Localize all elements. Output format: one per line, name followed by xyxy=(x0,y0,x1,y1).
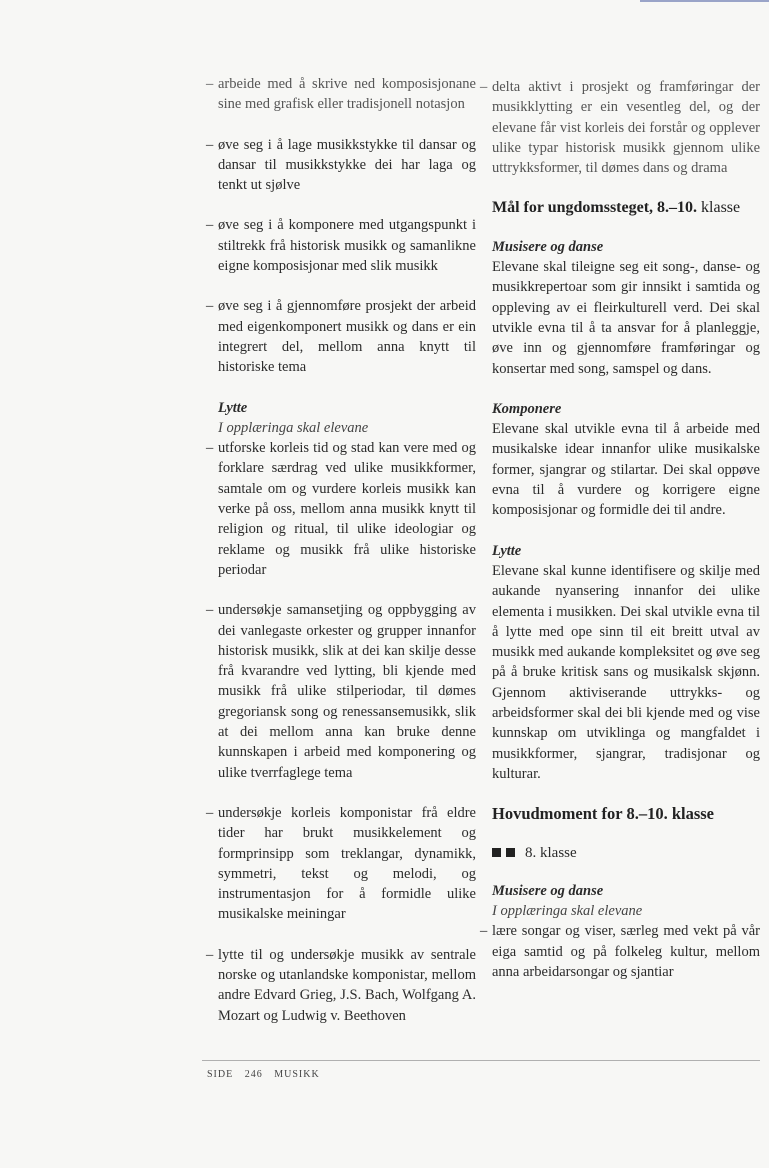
left-column xyxy=(202,74,476,1046)
list-item: – undersøkje korleis komponistar frå eldre tider har brukt musikkelement og formprinsipp som treklangar, dynamikk, symmetri, tekst og melodi, og instrumentasjon for å formidle ulike musikalske meiningar xyxy=(206,804,476,923)
hovudmoment-heading: Hovudmoment for 8.–10. klasse xyxy=(492,804,714,824)
list-item: – delta aktivt i prosjekt og framføringar der musikklytting er ein vesentleg del, og der elevane får vist korleis dei forstår og opplever ulike typar historisk musikk gjennom ulike uttrykksformer, til dømes dans og drama xyxy=(480,79,760,177)
lytte-text: Elevane skal kunne identifisere og skilje med aukande nyansering innanfor dei ulike elementa i musikken. Dei skal utvikle evna til å lytte med ope sinn til eit breitt utval av musikk med aukande kompleksitet og øve seg på å bruke kritisk sans og musikalsk skjønn. Gjennom aktiviserande uttrykks- og arbeidsformer skal dei bli kjende med og vise kunnskap om utviklinga og mangfaldet i musikkformer, sjangrar, tradisjonar og kulturar. xyxy=(492,562,760,782)
musisere2-heading: Musisere og danse xyxy=(492,882,604,899)
page-footer xyxy=(207,1069,328,1080)
section-heading-mal xyxy=(492,198,760,218)
list-item: – lytte til og undersøkje musikk av sentrale norske og utanlandske komponistar, mellom andre Edvard Grieg, J.S. Bach, Wolfgang A. Mozart og Ludwig v. Beethoven xyxy=(206,946,476,1024)
grade-marker xyxy=(492,843,760,863)
footer-side-label: SIDE xyxy=(207,1069,234,1080)
lytte-heading: Lytte xyxy=(218,399,248,416)
list-item: – øve seg i å komponere med utgangspunkt i stiltrekk frå historisk musikk og samanlikne eigne komposisjonar med slik musikk xyxy=(206,217,476,275)
list-item: – undersøkje samansetjing og oppbygging av dei vanlegaste orkester og grupper innanfor historisk musikk, slik at dei kan skilje desse frå kvarandre ved lytting, bli kjende med musikk frå ulike stilperiodar, til dømes gregoriansk song og renessansemusikk, slik at dei mellom anna kan bruke denne kunnskapen i arbeid med komponering og ulike tverrfaglege tema xyxy=(206,602,476,781)
section-heading-text: Mål for ungdomssteget, 8.–10. xyxy=(492,199,698,217)
komponere-heading: Komponere xyxy=(492,400,562,417)
list-item-text: lytte til og undersøkje musikk av sentrale norske og utanlandske komponistar, mellom andre Edvard Grieg, J.S. Bach, Wolfgang A. Mozart og Ludwig v. Beethoven xyxy=(218,946,476,1024)
list-item-text: øve seg i å lage musikkstykke til dansar og dansar til musikkstykke dei har laga og tenkt ut sjølve xyxy=(218,136,476,194)
square-bullet-icon xyxy=(506,848,515,857)
list-item: – øve seg i å gjennomføre prosjekt der arbeid med eigenkomponert musikk og dans er ein integrert del, mellom anna knytt til historiske tema xyxy=(206,298,476,376)
square-bullet-icon xyxy=(492,848,501,857)
list-item-text: øve seg i å gjennomføre prosjekt der arbeid med eigenkomponert musikk og dans er ein integrert del, mellom anna knytt til historiske tema xyxy=(218,298,476,376)
lytte-heading-right: Lytte xyxy=(492,542,522,559)
list-item: – lære songar og viser, særleg med vekt på vår eiga samtid og på folkeleg kultur, mellom anna arbeidarsongar og sjantiar xyxy=(480,923,760,980)
top-edge-line xyxy=(640,0,769,2)
list-item-text: lære songar og viser, særleg med vekt på vår eiga samtid og på folkeleg kultur, mellom anna arbeidarsongar og sjantiar xyxy=(492,923,760,980)
section-heading-suffix: klasse xyxy=(701,199,741,217)
komponere-text: Elevane skal utvikle evna til å arbeide med musikalske idear innanfor ulike musikalske former, sjangrar og stilartar. Dei skal oppøve evna til å vurdere og korrigere eigne komposisjonar og formidle dei til andre. xyxy=(492,421,760,519)
list-item: – utforske korleis tid og stad kan vere med og forklare særdrag ved ulike musikkformer, samtale om og vurdere korleis musikk kan verke på oss, mellom anna musikk knytt til religion og ritual, til ulike ideologiar og reklame og musikk frå ulike historiske periodar xyxy=(206,440,476,578)
list-item-text: utforske korleis tid og stad kan vere med og forklare særdrag ved ulike musikkformer, samtale om og vurdere korleis musikk kan verke på oss, mellom anna musikk knytt til religion og ritual, til ulike ideologiar og reklame og musikk frå ulike historiske periodar xyxy=(218,440,476,578)
lytte-intro: I opplæringa skal elevane xyxy=(218,419,369,436)
list-item: – øve seg i å lage musikkstykke til dansar og dansar til musikkstykke dei har laga og tenkt ut sjølve xyxy=(206,136,476,194)
footer-subject: MUSIKK xyxy=(274,1069,320,1080)
footer-page-number: 246 xyxy=(244,1069,263,1080)
list-item-text: undersøkje korleis komponistar frå eldre tider har brukt musikkelement og formprinsipp som treklangar, dynamikk, symmetri, tekst og melodi, og instrumentasjon for å formidle ulike musikalske meiningar xyxy=(218,804,476,923)
list-item-text: arbeide med å skrive ned komposisjonane sine med grafisk eller tradisjonell notasjon xyxy=(218,76,476,113)
footer-divider xyxy=(202,1060,760,1061)
list-item: – arbeide med å skrive ned komposisjonane sine med grafisk eller tradisjonell notasjon xyxy=(206,76,476,113)
musisere2-intro: I opplæringa skal elevane xyxy=(492,903,643,920)
list-item-text: delta aktivt i prosjekt og framføringar der musikklytting er ein vesentleg del, og der elevane får vist korleis dei forstår og opplever ulike typar historisk musikk gjennom ulike uttrykksformer, til dømes dans og drama xyxy=(492,79,760,177)
grade-label: 8. klasse xyxy=(525,844,577,861)
right-column xyxy=(480,77,760,1002)
musisere-text: Elevane skal tileigne seg eit song-, danse- og musikkrepertoar som gir innsikt i samtida og oppleving av ei fleirkulturell verd. Dei skal utvikle evna til å ta ansvar for å planleggje, øve inn og gjennomføre framføringar og konsertar med song, samspel og dans. xyxy=(492,259,760,377)
list-item-text: undersøkje samansetjing og oppbygging av dei vanlegaste orkester og grupper innanfor historisk musikk, slik at dei kan skilje desse frå kvarandre ved lytting, bli kjende med musikk frå ulike stilperiodar, til dømes gregoriansk song og renessansemusikk, slik at dei mellom anna kan bruke denne kunnskapen i arbeid med komponering og ulike tverrfaglege tema xyxy=(218,602,476,781)
musisere-heading: Musisere og danse xyxy=(492,238,604,255)
list-item-text: øve seg i å komponere med utgangspunkt i stiltrekk frå historisk musikk og samanlikne eigne komposisjonar med slik musikk xyxy=(218,217,476,275)
